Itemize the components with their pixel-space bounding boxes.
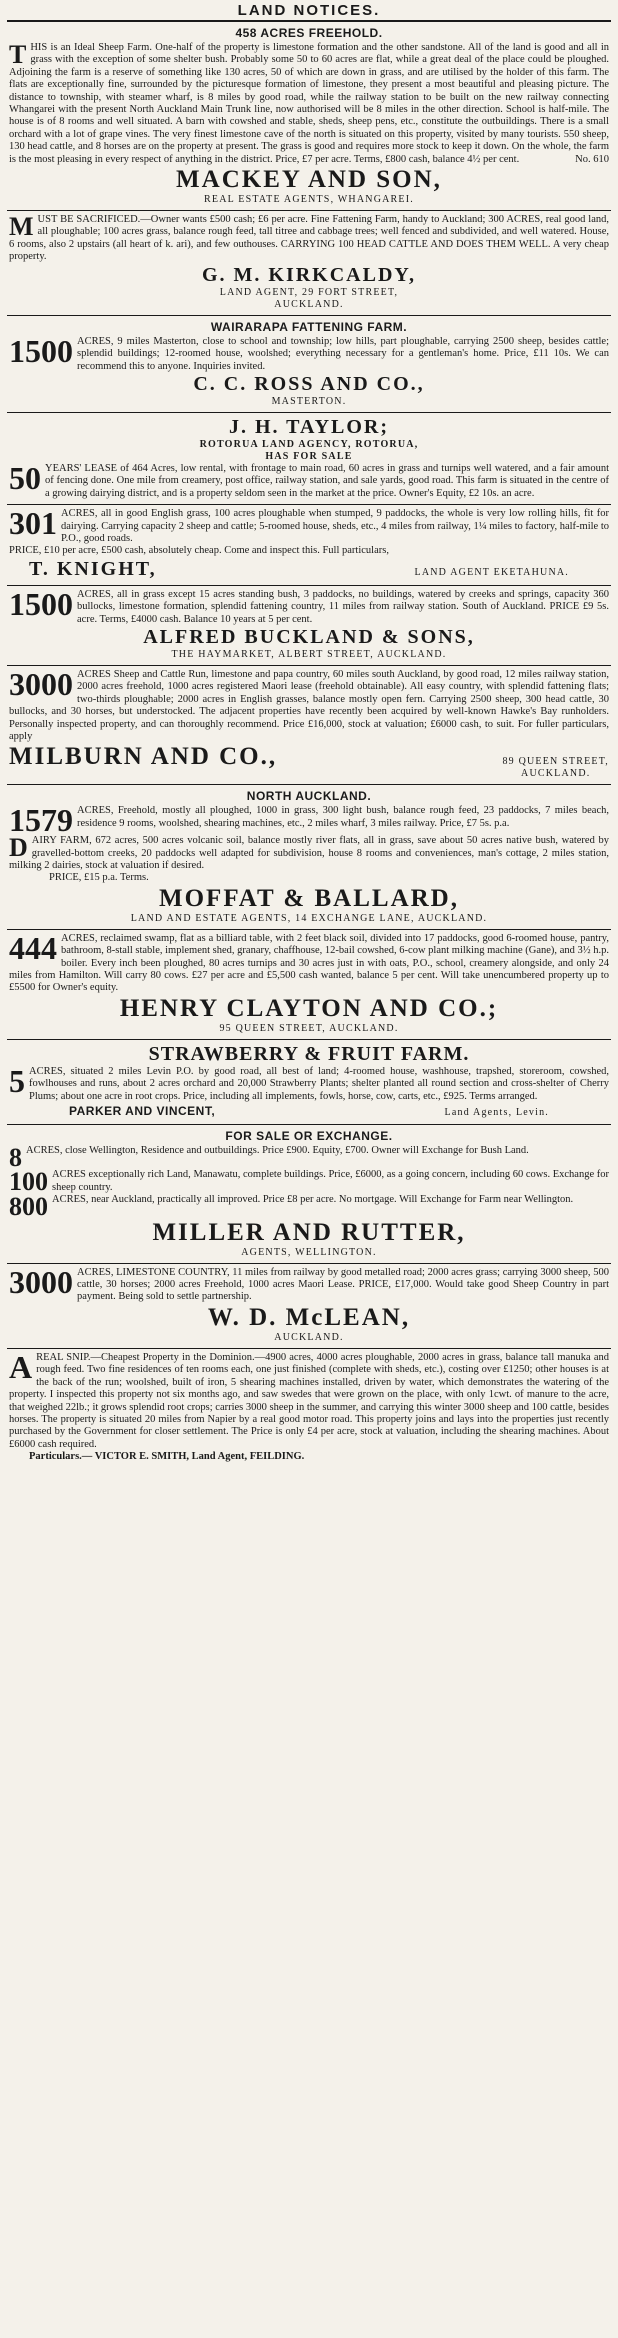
ad-body (9, 665, 609, 743)
acreage-lead: 1579 (9, 802, 73, 839)
dropcap: A (9, 1348, 33, 1385)
ad-text: ACRES, 9 miles Masterton, close to school and township; low hills, part ploughable, carrying 2500 sheep, besides cattle; splendid buildings; 12-roomed house, woolshed; everything necessary for a gentleman's home. Price, £11 10s. We can recommend this to anyone. Inquiries invited. (77, 335, 609, 372)
agent-name: ALFRED BUCKLAND & SONS, (143, 625, 475, 648)
ad-body (9, 1348, 609, 1464)
agent-name: G. M. KIRKCALDY, (201, 263, 417, 286)
agent-address: THE HAYMARKET, ALBERT STREET, AUCKLAND. (171, 648, 447, 660)
ad-price: PRICE, £15 p.a. Terms. (49, 872, 149, 884)
ad-body (9, 1062, 609, 1103)
ad-body (9, 459, 609, 500)
ad-text: ACRES, close Wellington, Residence and outbuildings. Price £900. Equity, £700. Owner will Exchange for Bush Land. (26, 1145, 529, 1157)
agent-line: Particulars.— VICTOR E. SMITH, Land Agent, FEILDING. (29, 1451, 305, 1463)
acreage-lead: 100 (9, 1167, 48, 1197)
agent-row (9, 743, 609, 780)
agent-name: PARKER AND VINCENT, (69, 1104, 216, 1119)
acreage-lead: 50 (9, 459, 41, 496)
for-sale-label: HAS FOR SALE (265, 450, 353, 462)
ad-text: UST BE SACRIFICED.—Owner wants £500 cash; £6 per acre. Fine Fattening Farm, handy to Auckland; 300 ACRES, real good land, all ploughable; 100 acres grass, balance rough feed, tall titree and cabbage trees; well fenced and subdivided, and well watered. House, 6 rooms, also 2 upstairs (all heart of k. ari), and few outhouses. CARRYING 100 HEAD CATTLE AND DOES THEM WELL. A very cheap property. (9, 214, 609, 263)
ad-text-2: AIRY FARM, 672 acres, 500 acres volcanic soil, balance mostly river flats, all in grass, save about 50 acres native bush, watered by gravelled-bottom creeks, 20 paddocks well adapted for subdivision, house 8 rooms and conveniences, man's cottage, 2 miles station, milking 2 dairies, stock at valuation if desired. (9, 835, 609, 872)
ad-price: PRICE, £10 per acre, £500 cash, absolutely cheap. Come and inspect this. Full particulars, (9, 545, 389, 557)
ad-ref: No. 610 (575, 153, 609, 165)
ad-kirkcaldy (7, 211, 611, 316)
ad-text: ACRES, all in good English grass, 100 acres ploughable when stumped, 9 paddocks, the whole is very low rolling hills, fit for dairying. Carrying capacity 2 sheep and cattle; 5-roomed house, sheds, etc., 4 miles from railway, 1¼ miles to factory, half-mile to P.O., good roads. (61, 508, 609, 544)
acreage-lead: 8 (9, 1143, 22, 1173)
ad-moffat-ballard (7, 785, 611, 929)
ad-heading: WAIRARAPA FATTENING FARM. (210, 319, 408, 334)
ad-body (9, 585, 609, 626)
acreage-lead: 3000 (9, 665, 73, 702)
agent-name: C. C. ROSS AND CO., (193, 372, 425, 395)
agent-address: Land Agents, Levin. (444, 1107, 549, 1119)
agent-name: MILBURN AND CO., (9, 743, 278, 771)
ad-mclean (7, 1264, 611, 1349)
acreage-lead: 444 (9, 929, 57, 966)
agent-city: AUCKLAND. (274, 298, 344, 310)
acreage-lead: 1500 (9, 332, 73, 369)
agent-name: MACKEY AND SON, (176, 166, 442, 194)
ad-text: ACRES, Freehold, mostly all ploughed, 1000 in grass, 300 light bush, balance rough feed, 23 paddocks, 7 miles beach, residence 9 rooms, woolshed, shearing machines, etc., 2 miles wharf, 3 miles railway. Price, £7 5s. p.a. (77, 805, 609, 829)
agent-address: REAL ESTATE AGENTS, WHANGAREI. (204, 194, 414, 206)
ad-taylor (7, 413, 611, 505)
ad-victor-smith (7, 1349, 611, 1468)
agent-address: MASTERTON. (271, 395, 347, 407)
ad-henry-clayton (7, 930, 611, 1040)
masthead: LAND NOTICES. (7, 2, 611, 22)
acreage-lead: 3000 (9, 1263, 73, 1300)
agent-address: LAND AND ESTATE AGENTS, 14 EXCHANGE LANE, AUCKLAND. (130, 912, 488, 924)
ad-text-3: ACRES, near Auckland, practically all improved. Price £8 per acre. No mortgage. Will Exchange for Farm near Wellington. (52, 1194, 574, 1206)
ad-body (9, 42, 609, 166)
dropcap: D (9, 833, 28, 863)
acreage-lead: 301 (9, 505, 57, 542)
ad-body (9, 1143, 609, 1222)
ad-body (9, 802, 609, 884)
ad-text: ACRES, LIMESTONE COUNTRY, 11 miles from railway by good metalled road; 2000 acres grass; carrying 3000 sheep, 500 cattle, 30 horses; 2000 acres Freehold, 1000 acres Maori Lease. PRICE, £17,000. Would take good Sheep Country in part payment. Being sold to settle partnership. (77, 1266, 609, 1303)
ad-body (9, 214, 609, 264)
agent-address: ROTORUA LAND AGENCY, ROTORUA, (199, 438, 419, 450)
newspaper-page (7, 0, 611, 1468)
ad-text: ACRES, reclaimed swamp, flat as a billiard table, with 2 feet black soil, divided into 17 paddocks, good 6-roomed house, pantry, bathroom, 8-stall stable, implement shed, granary, chaffhouse, 12-bail cowshed, 6-cow plant milking machine (Gane), and 3½ h.p. boiler. Every inch been ploughed, 80 acres turnips and 30 acres just in with oats, P.O., school, creamery alongside, and only 24 miles from Hamilton. Will carry 80 cows. £27 per acre and £5,500 cash wanted, balance 5 per cent. Will take unencumbered property up to £5500 for Owner's equity. (9, 932, 609, 994)
acreage-lead: 800 (9, 1192, 48, 1222)
ad-ross (7, 316, 611, 413)
acreage-lead: 1500 (9, 585, 73, 622)
ad-mackey-and-son (7, 22, 611, 211)
ad-body (9, 929, 609, 995)
ad-body (9, 1263, 609, 1304)
dropcap: M (9, 212, 34, 242)
ad-parker-vincent (7, 1040, 611, 1125)
ad-text: ACRES Sheep and Cattle Run, limestone and papa country, 60 miles south Auckland, by good road, 12 miles railway station, 2000 acres freehold, 1000 acres registered Maori lease (freehold obtainable). All easy country, with splendid fattening flats; two-thirds ploughable; 2000 acres in English grasses, balance mostly open fern. Carrying 2500 sheep, 300 head cattle, 30 bullocks, and 30 horses, but understocked. The adjacent properties have recently been acquired by well-known Hawke's Bay runholders. Personally inspected property, and can thoroughly recommend. Price £16,000, stock at valuation; £6000 cash, to suit. For fuller particulars, apply (9, 668, 609, 742)
ad-milburn (7, 666, 611, 785)
agent-name: J. H. TAYLOR; (228, 415, 390, 438)
ad-knight (7, 505, 611, 586)
agent-name: MOFFAT & BALLARD, (159, 884, 459, 912)
agent-street: 89 QUEEN STREET, (502, 756, 609, 768)
ad-heading: STRAWBERRY & FRUIT FARM. (148, 1042, 470, 1065)
agent-row (9, 1103, 609, 1120)
ad-text: ACRES, all in grass except 15 acres standing bush, 3 paddocks, no buildings, watered by creeks and springs, capacity 360 bullocks, limestone formation, splendid fattening country, 11 miles from railway station. South of Auckland. PRICE £9 5s. acre. Terms, £4000 cash. Balance 10 years at 5 per cent. (77, 588, 609, 625)
ad-text: YEARS' LEASE of 464 Acres, low rental, with frontage to main road, 60 acres in grass and turnips well watered, and a fair amount of fencing done. One mile from creamery, post office, railway station, and sale yards, good road. This farm is situated in the centre of a growing dairying district, and is a property seldom seen in the market at the price. Owner's Equity, £2 10s. an acre. (45, 462, 609, 499)
agent-address: LAND AGENT, 29 FORT STREET, (219, 286, 399, 298)
acreage-lead: 5 (9, 1062, 25, 1099)
ad-heading: NORTH AUCKLAND. (246, 789, 372, 804)
agent-address: 95 QUEEN STREET, AUCKLAND. (219, 1022, 399, 1034)
dropcap: T (9, 40, 27, 69)
ad-text-2: ACRES exceptionally rich Land, Manawatu, complete buildings. Price, £6000, as a going concern, including 60 cows. Exchange for sheep country. (52, 1169, 609, 1193)
ad-buckland (7, 586, 611, 666)
ad-body (9, 505, 609, 558)
agent-address: LAND AGENT EKETAHUNA. (414, 566, 569, 578)
ad-text: REAL SNIP.—Cheapest Property in the Dominion.—4900 acres, 4000 acres ploughable, 2000 acres in grass, balance tall manuka and rough feed. Two fine residences of ten rooms each, one just finished (complete with sheds, etc.), costing over £1250; other houses is at the back of the run; woolshed, built of iron, 5 shearing machines installed, driven by water, which demonstrates the watering of the property. I inspected this property not six months ago, and saw swedes that were grown on the place, with only 1cwt. of manure to the acre, that weighed 22lb.; it grows splendid root crops; carries 3000 sheep in the summer, and carrying this winter 3000 sheep and 100 cattle, besides horses. The property is situated 20 miles from Napier by a real good motor road. This property joins and lays into the properties just recently purchased by the Government for closer settlement. The Price is only £4 per acre, stock at valuation, including the shearing machines. About £6000 cash required. (9, 1351, 609, 1450)
ad-heading: 458 ACRES FREEHOLD. (235, 26, 383, 40)
agent-address: AUCKLAND. (274, 1331, 344, 1343)
agent-name: T. KNIGHT, (29, 557, 157, 580)
agent-address-block (502, 756, 609, 780)
agent-name: MILLER AND RUTTER, (152, 1218, 466, 1246)
agent-city: AUCKLAND. (521, 768, 591, 780)
ad-miller-rutter (7, 1125, 611, 1264)
agent-address: AGENTS, WELLINGTON. (241, 1246, 377, 1258)
ad-text: ACRES, situated 2 miles Levin P.O. by good road, all best of land; 4-roomed house, washhouse, trapshed, storeroom, cowshed, fowlhouses and runs, about 2 acres orchard and 20,000 Strawberry Plants; shelter planted all round section and cross-shelter of Cherry Plums; about one acre in root crops. Price, including all implements, fowls, horse, cow, carts, etc., £925. Terms arranged. (29, 1065, 609, 1102)
ad-body (9, 332, 609, 373)
agent-name: W. D. McLEAN, (207, 1303, 411, 1331)
ad-text: HIS is an Ideal Sheep Farm. One-half of the property is limestone formation and the other sandstone. All of the land is good and all in grass with the exception of some shelter bush. Probably some 50 to 60 acres are flat, while a great deal of the place could be ploughed. Adjoining the farm is a reserve of something like 130 acres, 50 of which are down in grass, and are utilised by the holder of this farm. The flats are exceptionally fine, surrounded by the picturesque formation of limestone, they present a most beautiful and pleasing picture. The distance to township, with steamer wharf, is 8 miles by good road, while the railway station to be built on the new railway connecting Whangarei with the present North Auckland Main Trunk line, now authorised will be 8 miles in the other direction. School is half-mile. The house is of 8 rooms and well situated. A barn with cowshed and stable, sheds, sheep pens, etc., constitute the outbuildings. There is a small orchard with a lot of grape vines. The very finest limestone cave of the north is situated on this property, visited by many tourists. 550 sheep, 130 head cattle, and 8 horses are on the property at present. The grass is good and requires more stock to keep it down. On the whole, the farm is the most pleasing in every respect of anything in the district. Price, £7 per acre. Terms, £800 cash, balance 4½ per cent. (9, 42, 609, 165)
agent-name: HENRY CLAYTON AND CO.; (119, 994, 499, 1022)
agent-row (9, 558, 609, 581)
ad-heading: FOR SALE OR EXCHANGE. (225, 1129, 393, 1144)
